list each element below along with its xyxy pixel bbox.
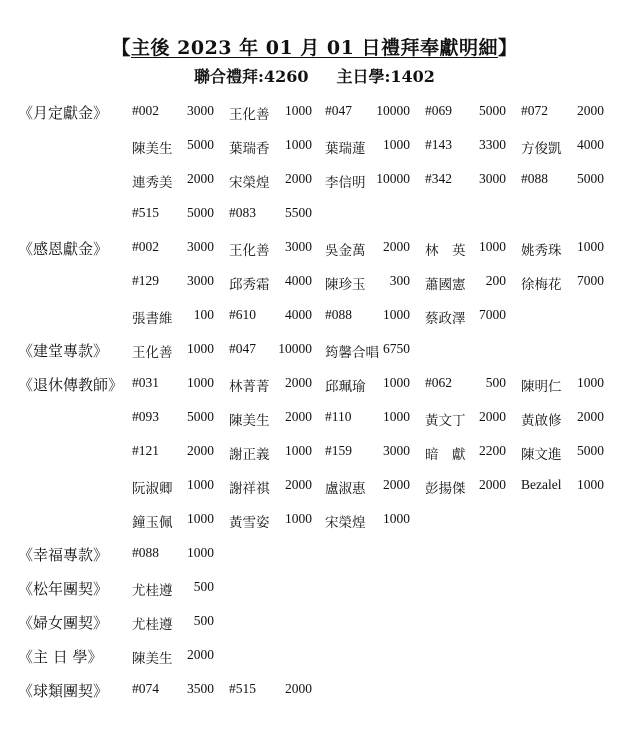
donor-name: #159 (325, 443, 352, 458)
category-label: 《幸福專款》 (18, 546, 109, 564)
donation-amount: 2000 (479, 477, 506, 492)
donation-amount: 3000 (187, 273, 214, 288)
category-label: 《月定獻金》 (18, 104, 109, 122)
donor-name: #515 (132, 205, 159, 220)
donation-amount: 500 (485, 375, 506, 390)
donation-amount: 2000 (383, 477, 410, 492)
donation-amount: 2000 (285, 409, 312, 424)
donor-name: 李信明 (325, 175, 366, 190)
donor-name: 黃啟修 (521, 413, 562, 428)
donation-amount: 1000 (187, 375, 214, 390)
donor-name: 筠馨合唱 (325, 345, 379, 360)
donor-name: #002 (132, 239, 159, 254)
donor-name: #121 (132, 443, 159, 458)
donor-name: 黃文丁 (425, 413, 466, 428)
donor-name: #342 (425, 171, 452, 186)
donation-amount: 1000 (383, 409, 410, 424)
category-label: 《退休傳教師》 (18, 376, 124, 394)
donor-name: #069 (425, 103, 452, 118)
donation-amount: 1000 (577, 239, 604, 254)
donation-amount: 2000 (187, 171, 214, 186)
donation-amount: 1000 (577, 375, 604, 390)
donor-name: 蔡政澤 (425, 311, 466, 326)
donation-amount: 3000 (285, 239, 312, 254)
donation-amount: 300 (389, 273, 410, 288)
category-label: 《建堂專款》 (18, 342, 109, 360)
donor-name: #515 (229, 681, 256, 696)
title-bracket-close: 】 (497, 37, 518, 59)
donation-amount: 1000 (187, 341, 214, 356)
donation-amount: 1000 (479, 239, 506, 254)
title-bracket-open: 【 (111, 37, 132, 59)
category-label: 《主 日 學》 (18, 648, 103, 666)
donor-name: #083 (229, 205, 256, 220)
donation-amount: 500 (193, 579, 214, 594)
donor-name: 尤桂遵 (132, 617, 173, 632)
donation-amount: 2000 (479, 409, 506, 424)
donor-name: 陳明仁 (521, 379, 562, 394)
donor-name: 蕭國憲 (425, 277, 466, 292)
donor-name: 邱珮瑜 (325, 379, 366, 394)
worship-count: 聯合禮拜:4260 (194, 67, 309, 86)
donor-name: 王化善 (229, 243, 270, 258)
donation-amount: 1000 (577, 477, 604, 492)
donation-amount: 1000 (187, 545, 214, 560)
donor-name: 張書維 (132, 311, 173, 326)
donation-amount: 5000 (577, 171, 604, 186)
donation-amount: 7000 (479, 307, 506, 322)
donor-name: 宋榮煌 (325, 515, 366, 530)
donor-name: #047 (229, 341, 256, 356)
donor-name: 黃雪姿 (229, 515, 270, 530)
donor-name: 阮淑卿 (132, 481, 173, 496)
donor-name: #110 (325, 409, 352, 424)
category-label: 《婦女團契》 (18, 614, 109, 632)
donation-amount: 200 (485, 273, 506, 288)
donation-amount: 1000 (285, 137, 312, 152)
donor-name: 宋榮煌 (229, 175, 270, 190)
donation-amount: 2000 (187, 647, 214, 662)
donor-name: 彭揚傑 (425, 481, 466, 496)
donation-amount: 5000 (577, 443, 604, 458)
donation-amount: 6750 (383, 341, 410, 356)
attendance-summary (0, 64, 629, 87)
donation-amount: 3300 (479, 137, 506, 152)
donor-name: 陳珍玉 (325, 277, 366, 292)
donor-name: 姚秀珠 (521, 243, 562, 258)
donation-amount: 1000 (285, 443, 312, 458)
donation-amount: 3000 (479, 171, 506, 186)
donor-name: 葉瑞蓮 (325, 141, 366, 156)
donation-amount: 10000 (376, 171, 410, 186)
donation-amount: 2000 (285, 171, 312, 186)
donation-amount: 4000 (285, 273, 312, 288)
donor-name: 林菁菁 (229, 379, 270, 394)
donor-name: 謝祥祺 (229, 481, 270, 496)
donation-amount: 1000 (383, 375, 410, 390)
donor-name: 陳文進 (521, 447, 562, 462)
donor-name: 尤桂遵 (132, 583, 173, 598)
title-text: 主後 2023 年 01 月 01 日禮拜奉獻明細 (131, 37, 498, 59)
donor-name: #088 (521, 171, 548, 186)
donation-amount: 2000 (285, 375, 312, 390)
donation-amount: 2200 (479, 443, 506, 458)
sunday-school-count: 主日學:1402 (336, 67, 435, 86)
donation-amount: 3000 (187, 103, 214, 118)
donor-name: 徐梅花 (521, 277, 562, 292)
donation-amount: 5000 (187, 205, 214, 220)
donation-amount: 2000 (577, 409, 604, 424)
donor-name: 暗 獻 (425, 447, 466, 462)
donation-amount: 1000 (383, 511, 410, 526)
donor-name: 鐘玉佩 (132, 515, 173, 530)
donor-name: 王化善 (229, 107, 270, 122)
donor-name: 盧淑惠 (325, 481, 366, 496)
donation-amount: 2000 (187, 443, 214, 458)
donor-name: 王化善 (132, 345, 173, 360)
donor-name: #610 (229, 307, 256, 322)
donation-amount: 3500 (187, 681, 214, 696)
donor-name: 連秀美 (132, 175, 173, 190)
donation-amount: 3000 (187, 239, 214, 254)
donation-amount: 7000 (577, 273, 604, 288)
donor-name: #002 (132, 103, 159, 118)
donation-amount: 1000 (383, 137, 410, 152)
donation-amount: 5000 (479, 103, 506, 118)
donor-name: 謝正義 (229, 447, 270, 462)
donor-name: 方俊凱 (521, 141, 562, 156)
donor-name: #093 (132, 409, 159, 424)
donor-name: 吳金萬 (325, 243, 366, 258)
donation-amount: 10000 (278, 341, 312, 356)
donation-amount: 2000 (383, 239, 410, 254)
category-label: 《球類團契》 (18, 682, 109, 700)
category-label: 《感恩獻金》 (18, 240, 109, 258)
donation-amount: 2000 (285, 681, 312, 696)
donor-name: #143 (425, 137, 452, 152)
donor-name: 邱秀霜 (229, 277, 270, 292)
donation-amount: 2000 (285, 477, 312, 492)
category-label: 《松年團契》 (18, 580, 109, 598)
donor-name: 陳美生 (229, 413, 270, 428)
donation-amount: 1000 (187, 511, 214, 526)
donation-amount: 1000 (187, 477, 214, 492)
donor-name: #047 (325, 103, 352, 118)
donation-amount: 1000 (383, 307, 410, 322)
donation-amount: 5000 (187, 137, 214, 152)
donation-amount: 4000 (285, 307, 312, 322)
donor-name: #129 (132, 273, 159, 288)
donor-name: 陳美生 (132, 651, 173, 666)
donor-name: Bezalel (521, 477, 562, 492)
donation-amount: 3000 (383, 443, 410, 458)
donor-name: 林 英 (425, 243, 466, 258)
donor-name: #031 (132, 375, 159, 390)
donor-name: #062 (425, 375, 452, 390)
donor-name: 葉瑞香 (229, 141, 270, 156)
donor-name: #088 (325, 307, 352, 322)
donor-name: 陳美生 (132, 141, 173, 156)
donation-amount: 5000 (187, 409, 214, 424)
donation-amount: 1000 (285, 103, 312, 118)
donation-amount: 500 (193, 613, 214, 628)
donation-amount: 10000 (376, 103, 410, 118)
donation-amount: 4000 (577, 137, 604, 152)
donation-amount: 2000 (577, 103, 604, 118)
donor-name: #074 (132, 681, 159, 696)
donation-amount: 5500 (285, 205, 312, 220)
donation-amount: 1000 (285, 511, 312, 526)
donor-name: #088 (132, 545, 159, 560)
donation-amount: 100 (193, 307, 214, 322)
donor-name: #072 (521, 103, 548, 118)
page-title (0, 33, 629, 60)
